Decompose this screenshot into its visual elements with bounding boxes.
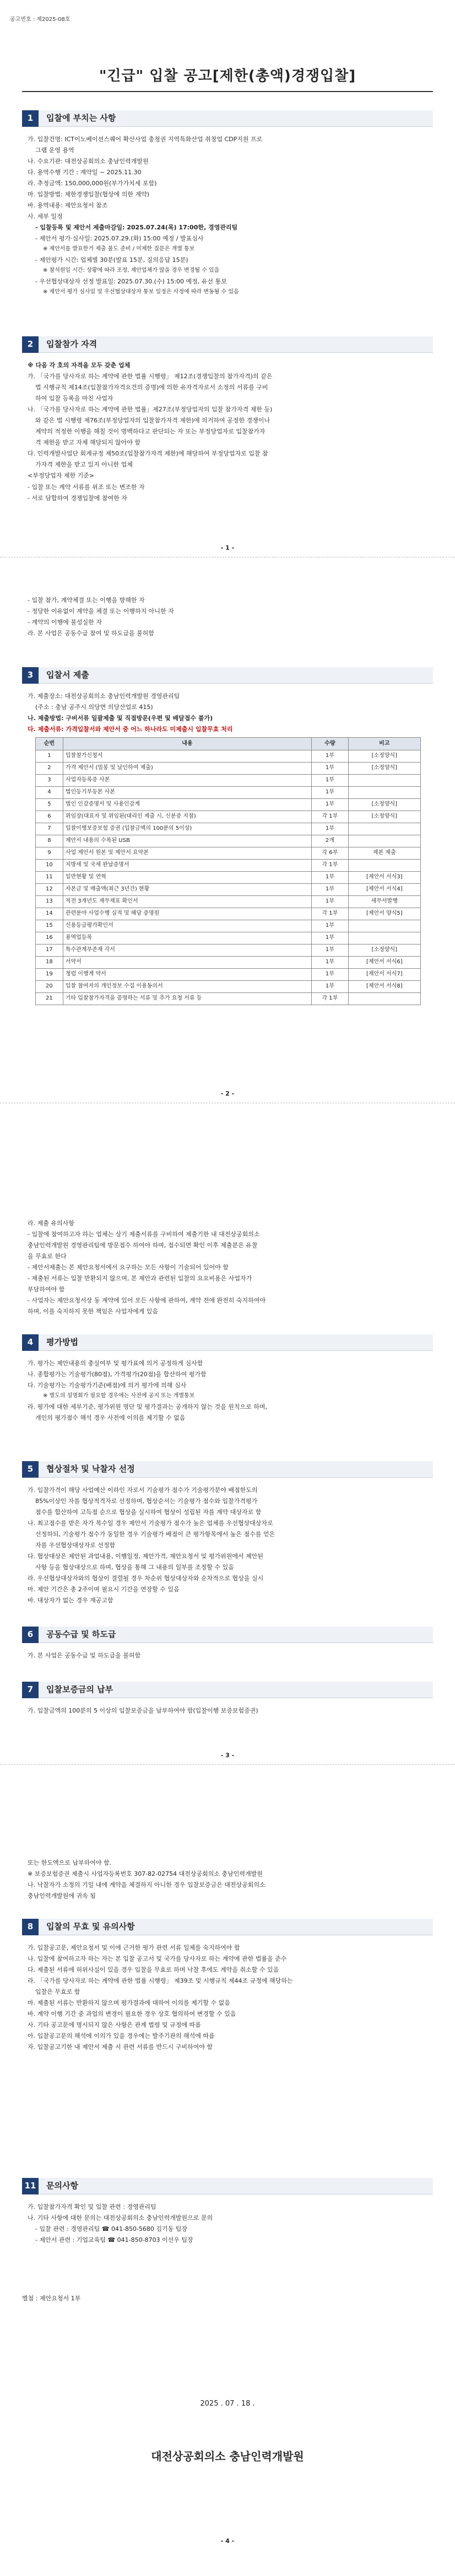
section-line: 나. 기타 사항에 대한 문의는 대전상공회의소 충남인력개발원으로 문의 bbox=[28, 2214, 213, 2222]
table-row bbox=[36, 774, 421, 786]
section-joint-supply bbox=[22, 1627, 433, 1662]
table-cell: 19 bbox=[36, 968, 63, 980]
table-header-cell: 순번 bbox=[36, 738, 63, 750]
table-row bbox=[36, 920, 421, 932]
continuation-line: - 사업자는 제안요청서상 동 계약에 있어 모든 사항에 관하여, 계약 전에 완전히 숙지하여야 bbox=[28, 1297, 266, 1305]
table-cell: 서약서 bbox=[63, 956, 311, 968]
table-cell: 관련분야 사업수행 실적 및 해당 증명원 bbox=[63, 908, 311, 920]
table-cell: 신용등급평가확인서 bbox=[63, 920, 311, 932]
table-cell: 각 1부 bbox=[312, 908, 349, 920]
section-header bbox=[22, 110, 433, 127]
title-divider bbox=[22, 91, 433, 92]
section-line: 그램 운영 용역 bbox=[35, 147, 74, 154]
section-evaluation bbox=[22, 1334, 433, 1424]
section-line: 사. 기타 공고문에 명시되지 않은 사항은 관계 법령 및 규정에 따름 bbox=[28, 2021, 201, 2029]
section-line: - 제안평가 시간: 업체별 30분(발표 15분, 질의응답 15분) bbox=[35, 256, 188, 264]
table-cell: [제안서 서식6] bbox=[348, 956, 420, 968]
continuation-line: ※ 보증보험증권 제출시 사업자등록번호 307-82-02754 대전상공회의소 충남인력개발원 bbox=[28, 1870, 263, 1878]
section-number: 8 bbox=[22, 1919, 39, 1935]
table-cell: 위임장(대표자 및 위임된(대리인 제출 시, 신분증 지참) bbox=[63, 811, 311, 823]
section-title: 공동수급 및 하도급 bbox=[39, 1627, 433, 1643]
table-row bbox=[36, 823, 421, 835]
table-cell: 15 bbox=[36, 920, 63, 932]
continuation-line: - 입찰 참가, 계약체결 또는 이행을 방해한 자 bbox=[28, 597, 145, 604]
table-cell: 1부 bbox=[312, 798, 349, 811]
section-line: 바. 용역내용: 제안요청서 참조 bbox=[28, 202, 108, 210]
section-line: - 제안서 평가·심사일: 2025.07.29.(화) 15:00 예정 / 발표심사 bbox=[35, 235, 204, 243]
table-cell: 입찰이행보증보험 증권 (입찰금액의 100분의 5이상) bbox=[63, 823, 311, 835]
table-cell: 1부 bbox=[312, 762, 349, 774]
table-cell: [제안서 서식4] bbox=[348, 883, 420, 895]
section-invalidity bbox=[22, 1919, 433, 2053]
section-header bbox=[22, 1461, 433, 1478]
section-title: 입찰의 무효 및 유의사항 bbox=[39, 1919, 433, 1935]
section-line: 아. 입찰공고문의 해석에 이의가 있을 경우에는 발주기관의 해석에 따름 bbox=[28, 2032, 215, 2040]
page-number-2: - 2 - bbox=[220, 1090, 235, 1097]
section-line: 마. 제출된 서류는 반환하지 않으며 평가결과에 대하여 이의를 제기할 수 없음 bbox=[28, 1999, 230, 2007]
section-number: 5 bbox=[22, 1461, 39, 1478]
table-row bbox=[36, 895, 421, 908]
continuation-line: 라. 제출 유의사항 bbox=[28, 1220, 74, 1227]
table-row bbox=[36, 944, 421, 956]
continuation-line: - 정당한 이유없이 계약을 체결 또는 이행하지 아니한 자 bbox=[28, 608, 174, 615]
section-bidding-items bbox=[22, 110, 433, 298]
table-cell bbox=[348, 786, 420, 798]
table-cell: 7 bbox=[36, 823, 63, 835]
table-cell bbox=[348, 920, 420, 932]
section-number: 2 bbox=[22, 336, 39, 353]
section-line: 나. 「국가를 당사자로 하는 계약에 관한 법률」제27조(부정당업자의 입찰 참가자격 제한 등) bbox=[28, 406, 273, 414]
table-cell: 5 bbox=[36, 798, 63, 811]
section-line: - 우선협상대상자 선정 발표일: 2025.07.30.(수) 15:00 예정, 유선 통보 bbox=[35, 277, 227, 285]
table-cell bbox=[348, 823, 420, 835]
table-cell: 제안서 내용의 수록된 USB bbox=[63, 835, 311, 847]
table-header-cell: 비고 bbox=[348, 738, 420, 750]
section-line: 나. 수요기관: 대전상공회의소 충남인력개발원 bbox=[28, 158, 149, 165]
page-title: "긴급" 입찰 공고[제한(총액)경쟁입찰] bbox=[99, 68, 356, 84]
continuation-line: 충남인력개발원 경영관리팀에 방문접수 하여야 하며, 접수되면 확인 이후 제출분은 유찰 bbox=[28, 1242, 258, 1249]
table-cell: 1부 bbox=[312, 786, 349, 798]
section-line: 다. 협상대상은 제안된 과업내용, 이행일정, 제안가격, 제안요청서 및 평가위원에서 제안된 bbox=[28, 1553, 263, 1560]
table-cell: 6 bbox=[36, 811, 63, 823]
section-line: 가. 입찰건명: ICT이노베이션스퀘어 확산사업 충청권 지역특화산업 취창업 CDP지원 프로 bbox=[28, 136, 263, 143]
issuing-organization: 대전상공회의소 충남인력개발원 bbox=[151, 2450, 304, 2463]
table-cell: 1부 bbox=[312, 944, 349, 956]
table-cell: 1부 bbox=[312, 774, 349, 786]
table-row bbox=[36, 847, 421, 859]
table-cell: 입찰 참여자의 개인정보 수집 이용동의서 bbox=[63, 980, 311, 992]
table-cell: 자본금 및 매출액(최근 3년간) 현황 bbox=[63, 883, 311, 895]
table-header-row bbox=[36, 738, 421, 750]
section-line: ※ 별도의 설명회가 필요할 경우에는 사전에 공지 또는 개별통보 bbox=[43, 1393, 195, 1399]
table-row bbox=[36, 859, 421, 871]
section-header bbox=[22, 667, 433, 684]
page2-continuation bbox=[22, 595, 433, 640]
section-line: 라. 추정금액: 150,000,000원(부가가치세 포함) bbox=[28, 180, 157, 187]
section-line: 가자격 제한을 받고 있지 아니한 업체 bbox=[35, 461, 133, 469]
section-line: 다. 인력개발사업단 회계규정 제50조(입찰참가자격 제한)에 해당하여 부정당업자로 입찰 참 bbox=[28, 450, 268, 458]
section-line: 마. 제안 기간은 총 2주이며 필요시 기간을 연장할 수 있음 bbox=[28, 1586, 180, 1593]
table-row bbox=[36, 956, 421, 968]
continuation-line: - 제출된 서류는 입찰 반환되지 않으며, 본 제안과 관련된 입찰의 요요비용은 사업자가 bbox=[28, 1275, 252, 1282]
page-number-1: - 1 - bbox=[220, 544, 235, 551]
section-number: 7 bbox=[22, 1682, 39, 1698]
table-cell: 사업 제안서 원본 및 제안서 요약본 bbox=[63, 847, 311, 859]
section-line: 가. 본 사업은 공동수급 및 하도급을 불허함 bbox=[28, 1652, 141, 1659]
section-header bbox=[22, 1334, 433, 1351]
section-line: 가. 「국가를 당사자로 하는 계약에 관한 법률 시행령」 제12조(경쟁입찰의 참가자격)의 같은 bbox=[28, 373, 273, 380]
continuation-line: 또는 한도액으로 납부하여야 함. bbox=[28, 1859, 112, 1866]
table-cell: [제안서 양식5] bbox=[348, 908, 420, 920]
table-cell: 13 bbox=[36, 895, 63, 908]
table-cell: 각 6부 bbox=[312, 847, 349, 859]
continuation-line: - 제안서제출는 본 제안요청서에서 요구하는 모든 사항이 기술되어 있어야 함 bbox=[28, 1264, 229, 1271]
table-cell: 2개 bbox=[312, 835, 349, 847]
section-line: 개인의 평가점수 해석 경우 사전에 이의를 제기할 수 없음 bbox=[35, 1414, 186, 1421]
table-cell: 1부 bbox=[312, 980, 349, 992]
section-line: 다. 용역수행 기간 : 계약일 ~ 2025.11.30 bbox=[28, 169, 142, 176]
section-line: 라. 「국가를 당사자로 하는 계약에 관한 법률 시행령」 제39조 및 시행규칙 제44조 규정에 해당하는 bbox=[28, 1977, 293, 1985]
page-number-3: - 3 - bbox=[220, 1752, 235, 1759]
table-cell: 법인 인감증명서 및 사용인감계 bbox=[63, 798, 311, 811]
section-line: 와 같은 법 시행령 제76조(부정당업자의 입찰참가자격 제한)에 의거하여 공정한 경쟁이나 bbox=[35, 417, 270, 425]
section-line: ※ 제안서를 발표한거 제출 불도 준비 / 미제한 질문은 개별 통보 bbox=[43, 246, 195, 253]
section-line: 라. 평가에 대한 세부기준, 평가위원 명단 및 평가결과는 공개하지 않는 것을 원칙으로 하며, bbox=[28, 1403, 267, 1410]
section-line: 85%이상인 자를 협상적격자로 선정하며, 협상순서는 기술평가 점수와 입찰가격평가 bbox=[35, 1498, 258, 1505]
section-deposit bbox=[22, 1682, 433, 1717]
section-line: - 입찰 또는 계약 서류를 위조 또는 변조한 자 bbox=[28, 483, 145, 491]
continuation-line: - 입찰에 참여하고자 하는 업체는 상기 제출서류를 구비하여 제출기한 내 대전상공회의소 bbox=[28, 1231, 260, 1238]
table-cell: 1부 bbox=[312, 871, 349, 883]
section-line: 라. 우선협상대상자와의 협상이 결렬될 경우 차순위 협상대상자와 순차적으로 협상을 실시 bbox=[28, 1575, 264, 1582]
section-title: 평가방법 bbox=[39, 1334, 433, 1351]
table-cell: 각 1부 bbox=[312, 992, 349, 1005]
section-line: 다. 제출된 서류에 허위사실이 있을 경우 입찰을 무효로 하며 낙찰 후에도 계약을 취소할 수 있음 bbox=[28, 1966, 279, 1974]
table-cell: 2 bbox=[36, 762, 63, 774]
table-cell: 각 1부 bbox=[312, 811, 349, 823]
section-title: 입찰참가 자격 bbox=[39, 336, 433, 353]
section-line: 나. 입찰에 참여하고자 하는 자는 본 입찰 공고서 및 국가를 당사자로 하는 계약에 관한 법률을 준수 bbox=[28, 1955, 287, 1963]
table-cell: 1부 bbox=[312, 956, 349, 968]
table-cell: 1 bbox=[36, 750, 63, 762]
section-line: 가. 제출장소: 대전상공회의소 충남인력개발원 경영관리팀 bbox=[28, 693, 180, 700]
table-cell: 청렴 이행계 약서 bbox=[63, 968, 311, 980]
section-header bbox=[22, 1919, 433, 1935]
notice-date: 2025 . 07 . 18 . bbox=[200, 2400, 255, 2408]
section-line: 바. 대상자가 없는 경우 재공고함 bbox=[28, 1597, 113, 1604]
section-header bbox=[22, 336, 433, 353]
section-number: 3 bbox=[22, 667, 39, 684]
table-cell: 용역업등록 bbox=[63, 932, 311, 944]
table-cell: [제안서 서식8] bbox=[348, 980, 420, 992]
table-row bbox=[36, 883, 421, 895]
continuation-line: 라. 본 사업은 공동수급 참여 및 하도급을 불허함 bbox=[28, 630, 154, 637]
section-line: 가. 입찰금액의 100분의 5 이상의 입찰보증금을 납부하여야 함(입찰이행 보증보험증권) bbox=[28, 1707, 258, 1714]
section-header bbox=[22, 1627, 433, 1643]
table-cell: 제본 제출 bbox=[348, 847, 420, 859]
table-cell: 1부 bbox=[312, 823, 349, 835]
table-cell: 1부 bbox=[312, 750, 349, 762]
table-cell: 사업자등록증 사본 bbox=[63, 774, 311, 786]
table-cell: 1부 bbox=[312, 883, 349, 895]
section-header bbox=[22, 1682, 433, 1698]
table-cell: [소정양식] bbox=[348, 762, 420, 774]
section-line: 다. 제출서류: 가격입찰서와 제안서 중 어느 하나라도 미제출시 입찰무효 처리 bbox=[28, 726, 233, 733]
table-cell: [소정양식] bbox=[348, 750, 420, 762]
section-title: 문의사항 bbox=[39, 2178, 433, 2194]
table-row bbox=[36, 786, 421, 798]
section-number: 6 bbox=[22, 1627, 39, 1643]
section-line: 사항 등을 협상대상으로 하며, 협상을 통해 그 내용의 일부를 조정할 수 있음 bbox=[35, 1564, 234, 1571]
table-cell: [소정양식] bbox=[348, 811, 420, 823]
table-cell: 17 bbox=[36, 944, 63, 956]
table-cell: 특수관계부존재 각서 bbox=[63, 944, 311, 956]
section-title: 입찰서 제출 bbox=[39, 667, 433, 684]
table-row bbox=[36, 980, 421, 992]
table-cell: 16 bbox=[36, 932, 63, 944]
table-cell: 21 bbox=[36, 992, 63, 1005]
section-line: 바. 계약 이행 기간 중 과업의 변경이 필요한 경우 상호 협의하여 변경할 수 있음 bbox=[28, 2010, 236, 2018]
section-number: 1 bbox=[22, 110, 39, 127]
table-cell: 법인등기부등본 사본 bbox=[63, 786, 311, 798]
table-cell: 일반현황 및 연혁 bbox=[63, 871, 311, 883]
table-cell: 기타 입찰참가자격을 증명하는 서류 및 추가 요청 서류 등 bbox=[63, 992, 311, 1005]
table-row bbox=[36, 835, 421, 847]
section-line: 나. 최고점수를 받은 자가 복수일 경우 제안서 기술평가 점수가 높은 업체를 우선협상대상자로 bbox=[28, 1520, 273, 1527]
section-line: 하여 입찰 등록을 마친 사업자 bbox=[35, 395, 113, 402]
notice-number: 공고번호 : 제2025-08호 bbox=[10, 17, 71, 23]
table-row bbox=[36, 798, 421, 811]
attachment-note: 별첨 : 제안요청서 1부 bbox=[22, 2295, 81, 2302]
table-cell bbox=[348, 992, 420, 1005]
table-row bbox=[36, 992, 421, 1005]
page4-deposit-notes bbox=[22, 1858, 433, 1902]
page3-submission-notes bbox=[22, 1219, 433, 1318]
continuation-line: 나. 낙찰자가 소정의 기일 내에 계약을 체결하지 아니한 경우 입찰보증금은 대전상공회의소 bbox=[28, 1881, 266, 1889]
section-line: 가. 입찰참가자격 확인 및 입찰 관련 : 경영관리팀 bbox=[28, 2203, 156, 2210]
table-cell: 1부 bbox=[312, 968, 349, 980]
section-line: 나. 종합평가는 기술평가(80점), 가격평가(20점)을 합산하여 평가함 bbox=[28, 1371, 207, 1378]
table-cell bbox=[348, 859, 420, 871]
table-cell: 각 1부 bbox=[312, 859, 349, 871]
section-title: 입찰보증금의 납부 bbox=[39, 1682, 433, 1698]
section-line: 나. 제출방법: 구비서류 일괄제출 및 직접방문(우편 및 배달접수 불가) bbox=[28, 715, 213, 722]
table-cell: 12 bbox=[36, 883, 63, 895]
table-cell: 10 bbox=[36, 859, 63, 871]
table-cell: 18 bbox=[36, 956, 63, 968]
section-line: 마. 입찰방법: 제한경쟁입찰(협상에 의한 계약) bbox=[28, 191, 150, 198]
section-line: 다. 기술평가는 기술평가기준(배점)에 의거 평가에 의해 심사 bbox=[28, 1382, 187, 1389]
section-line: - 서로 담합하여 경쟁입찰에 참여한 자 bbox=[28, 494, 127, 502]
section-line: 점수를 합산하여 고득점 순으로 협상을 실시하여 협상이 성립된 자를 계약 대상자로 함 bbox=[35, 1509, 262, 1516]
section-line: 선정하되, 기술평가 점수가 동일한 경우 기술평가 배점이 큰 평가항목에서 높은 점수를 얻은 bbox=[35, 1531, 275, 1538]
section-submission bbox=[22, 667, 433, 1005]
table-row bbox=[36, 811, 421, 823]
continuation-line: 하며, 이를 숙지하지 못한 책임은 사업자에게 있음 bbox=[28, 1308, 158, 1316]
table-cell bbox=[348, 835, 420, 847]
section-number: 11 bbox=[22, 2178, 39, 2194]
section-title: 협상절차 및 낙찰자 선정 bbox=[39, 1461, 433, 1478]
page-separator bbox=[0, 1764, 455, 1765]
section-eligibility bbox=[22, 336, 433, 505]
table-cell: 직전 3개년도 재무제표 확인서 bbox=[63, 895, 311, 908]
submission-items-table bbox=[35, 737, 421, 1005]
table-row bbox=[36, 968, 421, 980]
section-title: 입찰에 부치는 사항 bbox=[39, 110, 433, 127]
table-cell: 3 bbox=[36, 774, 63, 786]
section-inquiries bbox=[22, 2178, 433, 2246]
table-header-cell: 내용 bbox=[63, 738, 311, 750]
table-cell: [제안서 서식7] bbox=[348, 968, 420, 980]
continuation-line: - 계약의 이행에 불성실한 자 bbox=[28, 619, 102, 626]
continuation-line: 부담하여야 함 bbox=[28, 1286, 65, 1294]
section-line: 격 제한을 받고 자체 해당되지 않아야 함 bbox=[35, 439, 140, 447]
section-line: 가. 입찰공고문, 제안요청서 및 이에 근거한 평가 관련 서류 일체를 숙지하여야 함 bbox=[28, 1944, 240, 1951]
table-cell: [소정양식] bbox=[348, 944, 420, 956]
table-cell: 4 bbox=[36, 786, 63, 798]
table-cell: 세무서발행 bbox=[348, 895, 420, 908]
continuation-line: 충남인력개발원에 귀속 됨 bbox=[28, 1892, 96, 1900]
section-line: 법 시행규칙 제14조(입찰참가자격요건의 증명)에 의한 유자격자로서 소정의 서류를 구비 bbox=[35, 384, 268, 391]
table-cell: 20 bbox=[36, 980, 63, 992]
table-row bbox=[36, 871, 421, 883]
section-line: - 입찰 관련 : 경영관리팀 ☎ 041-850-5680 김기동 팀장 bbox=[35, 2225, 188, 2233]
table-cell: 1부 bbox=[312, 920, 349, 932]
section-line: 사. 세부 일정 bbox=[28, 213, 63, 221]
section-line: 입찰은 무효로 함 bbox=[35, 1988, 80, 1996]
section-line: 계약의 적정한 이행을 해칠 것이 명백하다고 판단되는 자 또는 부정당업자로 입찰참가자 bbox=[35, 428, 266, 436]
table-cell: [제안서 서식3] bbox=[348, 871, 420, 883]
section-line: 자를 우선협상대상자로 선정함 bbox=[35, 1542, 116, 1549]
table-header-cell: 수량 bbox=[312, 738, 349, 750]
section-line: ※ 제안서 평가 심사일 및 우선협상대상자 통보 일정은 사정에 따라 변동될 수 있음 bbox=[43, 288, 239, 295]
table-row bbox=[36, 932, 421, 944]
section-line: ※ 다음 각 호의 자격을 모두 갖춘 업체 bbox=[28, 362, 131, 369]
table-cell: 1부 bbox=[312, 895, 349, 908]
section-line: ※ 참석원일 시간: 상황에 따라 조정, 제안업체가 많을 경우 변경될 수 있음 bbox=[43, 267, 220, 274]
section-line: 자. 입찰공고기한 내 제안서 제출 시 관련 서류를 반드시 구비하여야 함 bbox=[28, 2043, 213, 2051]
table-cell: 9 bbox=[36, 847, 63, 859]
table-cell: 지방세 및 국세 완납증명서 bbox=[63, 859, 311, 871]
section-negotiation bbox=[22, 1461, 433, 1607]
continuation-line: 을 무효로 한다 bbox=[28, 1253, 67, 1260]
section-number: 4 bbox=[22, 1334, 39, 1351]
table-cell: 14 bbox=[36, 908, 63, 920]
table-cell: [소정양식] bbox=[348, 798, 420, 811]
section-line: 가. 평가는 제안내용의 충실여부 및 평가표에 의거 공정하게 심사함 bbox=[28, 1360, 203, 1367]
table-cell: 가격 제안서 (밀봉 및 날인하여 제출) bbox=[63, 762, 311, 774]
section-line: 가. 입찰가격이 해당 사업예산 이하인 자로서 기술평가 점수가 기술평가분야 배점한도의 bbox=[28, 1486, 258, 1494]
section-header bbox=[22, 2178, 433, 2194]
table-cell bbox=[348, 932, 420, 944]
table-row bbox=[36, 908, 421, 920]
table-row bbox=[36, 762, 421, 774]
table-row bbox=[36, 750, 421, 762]
section-line: <부정당업자 제한 기준> bbox=[28, 472, 95, 480]
table-cell: 11 bbox=[36, 871, 63, 883]
table-cell bbox=[348, 774, 420, 786]
section-line: - 입찰등록 및 제안서 제출마감일: 2025.07.24(목) 17:00한, 경영관리팀 bbox=[35, 224, 238, 232]
table-cell: 입찰참가신청서 bbox=[63, 750, 311, 762]
table-cell: 1부 bbox=[312, 932, 349, 944]
page-number-4: - 4 - bbox=[220, 2537, 235, 2545]
table-cell: 8 bbox=[36, 835, 63, 847]
section-line: - 제안서 관련 : 기업교육팀 ☎ 041-850-8703 이선우 팀장 bbox=[35, 2236, 193, 2244]
section-line: (주소 : 충남 공주시 의당면 의당산업로 415) bbox=[35, 704, 153, 711]
